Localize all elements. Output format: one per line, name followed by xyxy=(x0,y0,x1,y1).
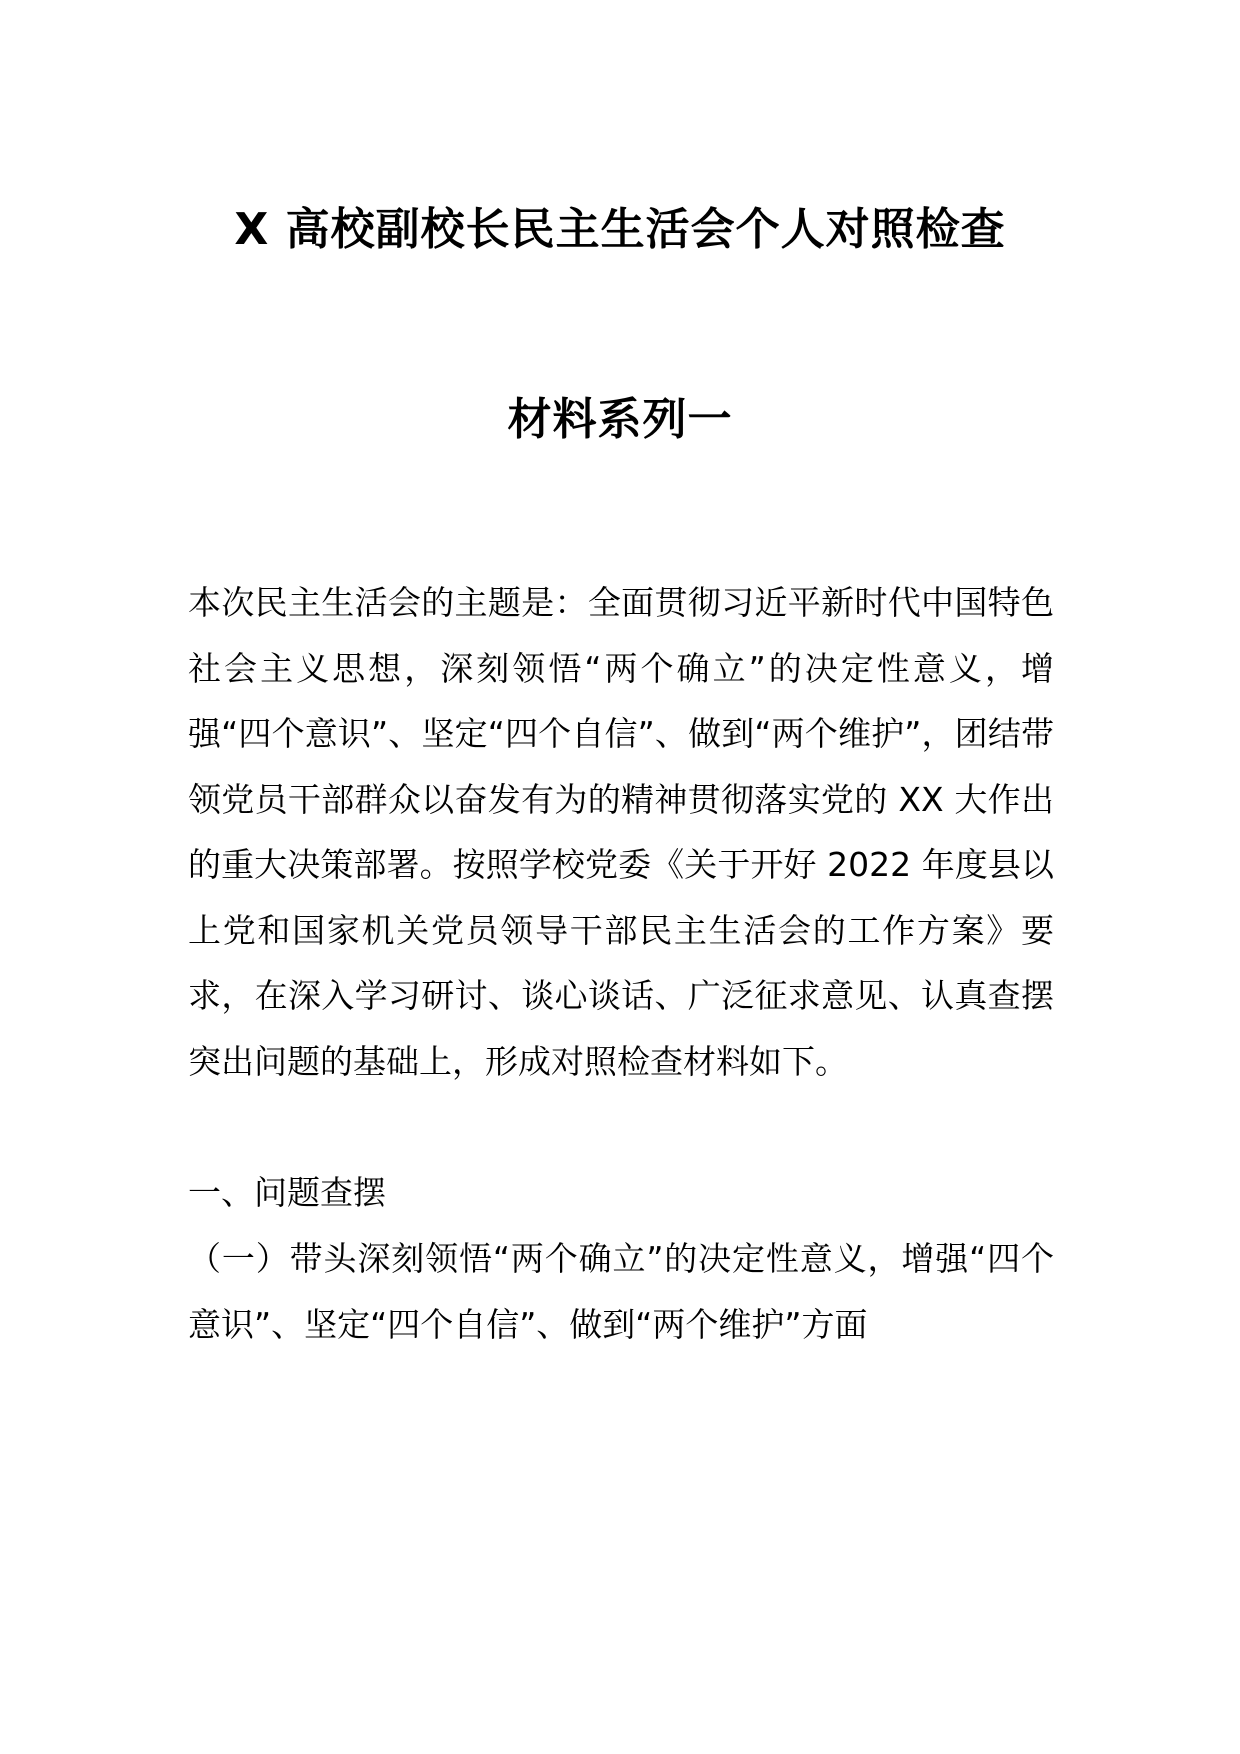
intro-paragraph: 本次民主生活会的主题是：全面贯彻习近平新时代中国特色社会主义思想，深刻领悟“两个确立”的决定性意义，增强“四个意识”、坚定“四个自信”、做到“两个维护”，团结带领党员干部群众以奋发有为的精神贯彻落实党的 XX 大作出的重大决策部署。按照学校党委《关于开好 2022 年度县以上党和国家机关党员领导干部民主生活会的工作方案》要求，在深入学习研讨、谈心谈话、广泛征求意见、认真查摆突出问题的基础上，形成对照检查材料如下。 xyxy=(188,583,1054,1081)
subsection-heading: （一）带头深刻领悟“两个确立”的决定性意义，增强“四个意识”、坚定“四个自信”、做到“两个维护”方面 xyxy=(188,1239,1054,1344)
document-title-line-1: X 高校副校长民主生活会个人对照检查 xyxy=(234,204,1006,255)
section-heading: 一、问题查摆 xyxy=(188,1173,386,1212)
document-title-line-2: 材料系列一 xyxy=(507,394,733,445)
